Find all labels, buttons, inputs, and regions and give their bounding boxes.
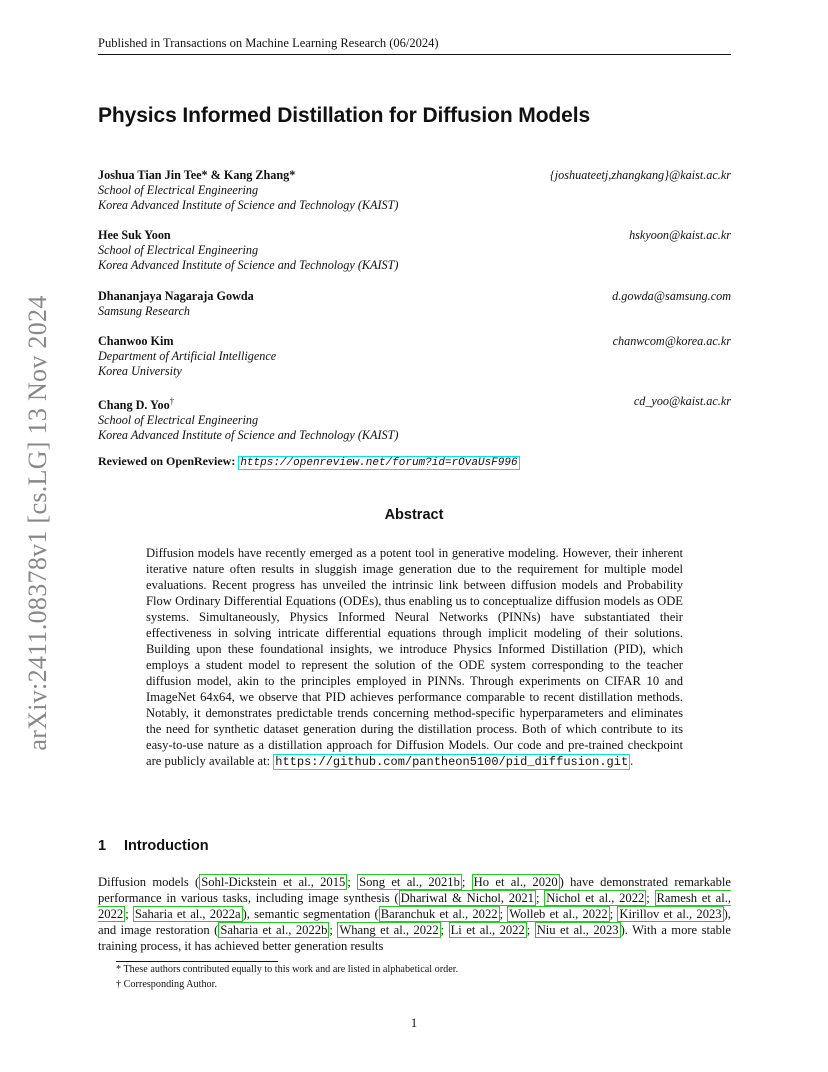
intro-text: ; [499,907,508,921]
author-affiliation: Korea University [98,364,182,378]
author-block-5 [98,394,731,443]
citation-link[interactable]: Sohl-Dickstein et al., 2015 [201,875,346,889]
intro-text: ; [347,875,358,889]
intro-text: ), semantic segmentation ( [242,907,379,921]
author-name: Hee Suk Yoon [98,228,171,242]
intro-text: ). With a more stable training process, it has achieved better generation results [98,923,731,953]
intro-text: ) have demonstrated remarkable performance in various tasks, including image synthesis ( [98,875,731,905]
citation-link[interactable]: Song et al., 2021b [359,875,460,889]
dagger-mark: † [169,396,175,406]
author-email: chanwcom@korea.ac.kr [612,334,731,348]
author-affiliation: Korea Advanced Institute of Science and Technology (KAIST) [98,428,399,443]
citation-link[interactable]: Dhariwal & Nichol, 2021 [400,891,534,905]
author-affiliation: School of Electrical Engineering [98,183,259,197]
author-email: {joshuateetj,zhangkang}@kaist.ac.kr [549,168,731,182]
citation-link[interactable]: Li et al., 2022 [450,923,525,937]
author-block-3 [98,289,731,319]
citation-link[interactable]: Baranchuk et al., 2022 [380,907,498,921]
review-label: Reviewed on OpenReview: [98,454,236,468]
intro-text: ; [125,907,133,921]
footnote-equal-contribution: * These authors contributed equally to this work and are listed in alphabetical order. [116,964,459,975]
author-affiliation: Korea Advanced Institute of Science and Technology (KAIST) [98,258,399,272]
citation-link[interactable]: Kirillov et al., 2023 [619,907,722,921]
abstract-text: Diffusion models have recently emerged as a potent tool in generative modeling. However, their inherent iterative nature often results in sluggish image generation due to the requirement for multiple model evaluations. Recent progress has unveiled the intrinsic link between diffusion models and Probability Flow Ordinary Differential Equations (ODEs), thus enabling us to conceptualize diffusion models as ODE systems. Simultaneously, Physics Informed Neural Networks (PINNs) have substantiated their effectiveness in solving intricate differential equations through implicit modeling of their solutions. Building upon these foundational insights, we introduce Physics Informed Distillation (PID), which employs a student model to represent the solution of the ODE system corresponding to the teacher diffusion model, akin to the principles employed in PINNs. Through experiments on CIFAR 10 and ImageNet 64x64, we observe that PID achieves performance comparable to recent distillation methods. Notably, it demonstrates predictable trends concerning method-specific hyperparameters and eliminates the need for synthetic dataset generation during the distillation process. Both of which contribute to its easy-to-use nature as a distillation approach for Diffusion Models. Our code and pre-trained checkpoint are publicly available at: [146,546,683,768]
author-email: d.gowda@samsung.com [612,289,731,303]
author-block-1 [98,168,731,213]
intro-text: ; [329,923,338,937]
citation-link[interactable]: Wolleb et al., 2022 [509,907,608,921]
citation-link[interactable]: Ramesh et al., 2022 [98,891,731,921]
arxiv-stamp: arXiv:2411.08378v1 [cs.LG] 13 Nov 2024 [23,295,52,751]
author-name: Chang D. Yoo [98,398,170,413]
intro-text: ; [535,891,545,905]
section-number: 1 [98,838,107,854]
citation-link[interactable]: Niu et al., 2023 [536,923,619,937]
citation-link[interactable]: Saharia et al., 2022b [220,923,328,937]
intro-text: ; [526,923,535,937]
author-affiliation: School of Electrical Engineering [98,413,259,428]
running-header: Published in Transactions on Machine Learning Research (06/2024) [98,36,731,55]
section-title: Introduction [124,838,209,854]
citation-link[interactable]: Saharia et al., 2022a [134,907,241,921]
intro-text: ), and image restoration ( [98,907,731,937]
author-name: Joshua Tian Jin Tee* & Kang Zhang* [98,168,296,182]
abstract-end: . [630,754,634,768]
openreview-link[interactable]: https://openreview.net/forum?id=rOvaUsF996 [240,457,518,469]
introduction-paragraph [98,874,731,954]
author-affiliation: School of Electrical Engineering [98,243,259,257]
author-name: Dhananjaya Nagaraja Gowda [98,289,254,303]
author-block-4 [98,334,731,379]
review-line [98,454,520,469]
intro-text: ; [461,875,472,889]
abstract-body [146,545,683,770]
page-number: 1 [410,1016,418,1030]
author-affiliation: Korea Advanced Institute of Science and Technology (KAIST) [98,198,399,212]
section-heading [98,838,209,854]
intro-text: ; [646,891,655,905]
intro-text: ; [609,907,618,921]
code-repository-link[interactable]: https://github.com/pantheon5100/pid_diffusion.git [275,755,629,769]
author-name: Chanwoo Kim [98,334,174,348]
author-email: cd_yoo@kaist.ac.kr [633,394,731,408]
citation-link[interactable]: Nichol et al., 2022 [546,891,645,905]
intro-text: Diffusion models ( [98,875,200,889]
author-affiliation: Department of Artificial Intelligence [98,349,277,363]
footnote-rule [116,961,278,962]
author-email: hskyoon@kaist.ac.kr [629,228,731,242]
citation-link[interactable]: Whang et al., 2022 [339,923,439,937]
citation-link[interactable]: Ho et al., 2020 [473,875,558,889]
author-block-2 [98,228,731,273]
paper-title: Physics Informed Distillation for Diffusion Models [98,104,591,127]
footnote-corresponding-author: † Corresponding Author. [116,979,218,990]
intro-text: ; [440,923,449,937]
abstract-heading: Abstract [384,507,444,523]
author-affiliation: Samsung Research [98,304,190,318]
